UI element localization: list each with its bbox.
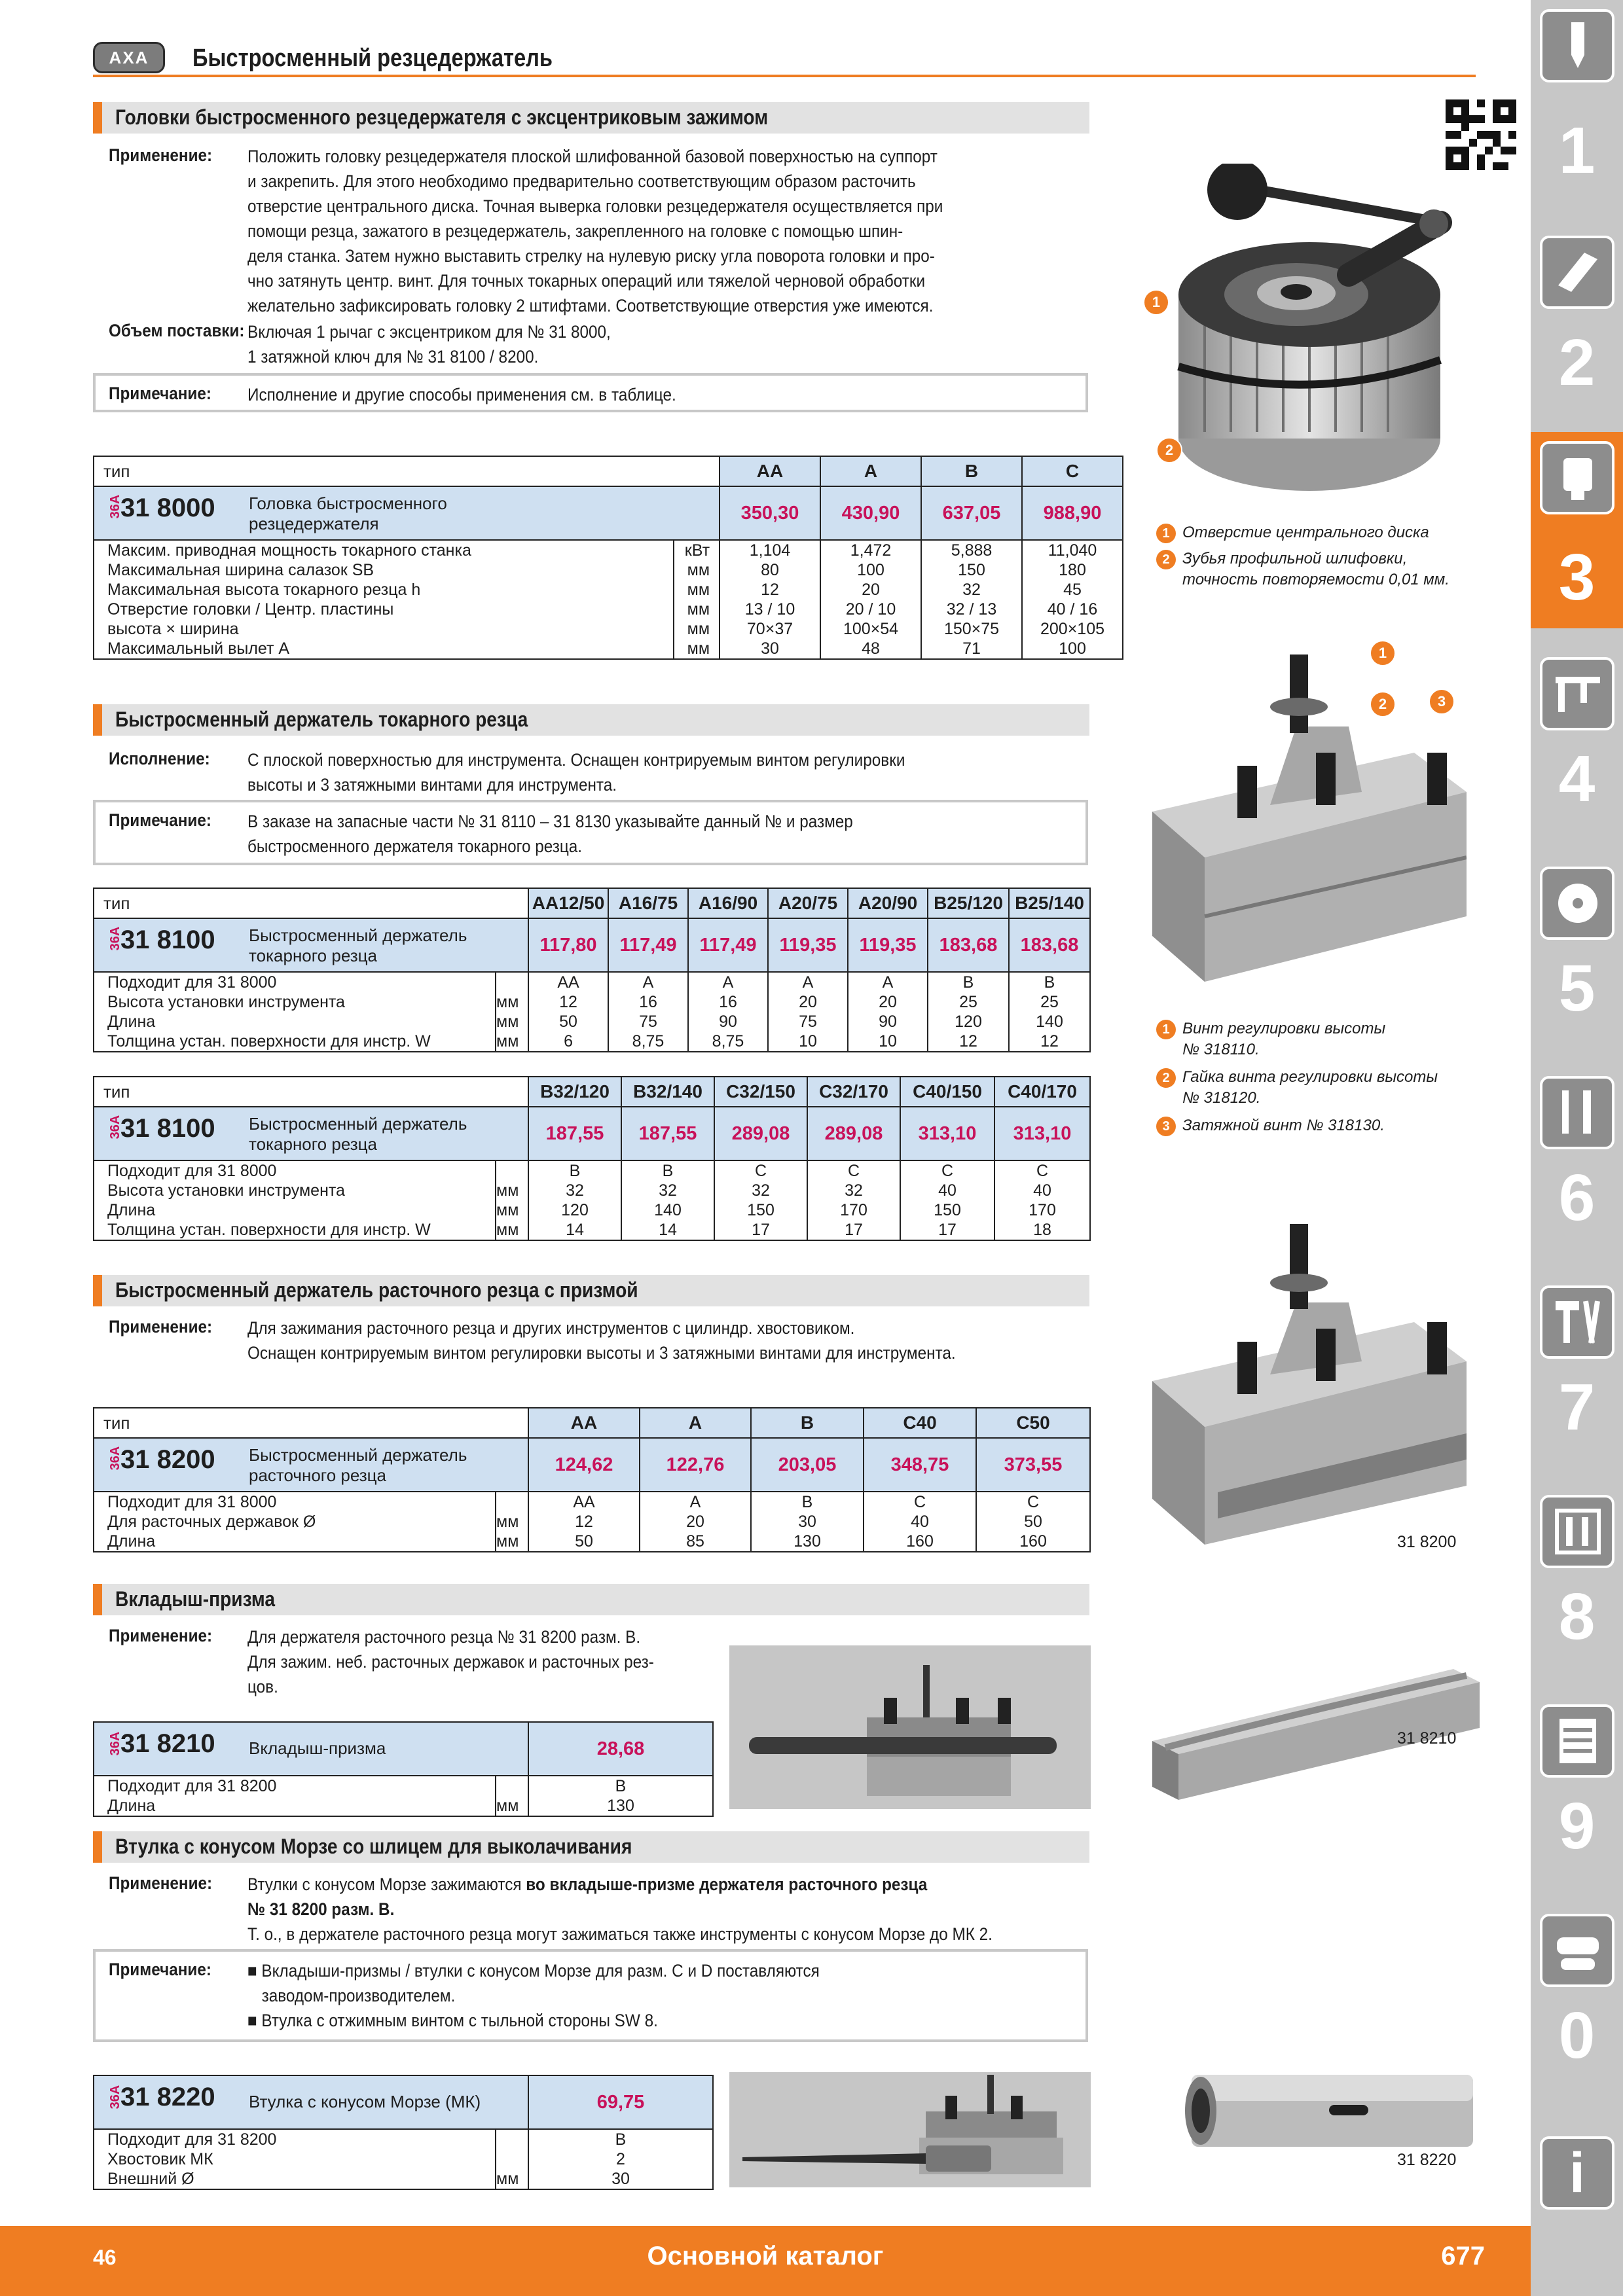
marker-2: 2 — [1370, 691, 1396, 717]
price: 183,68 — [928, 918, 1009, 972]
chapter-tab-6[interactable]: 6 — [1531, 1067, 1623, 1275]
spec-table-318220 — [93, 2075, 714, 2190]
price: 313,10 — [994, 1107, 1090, 1160]
table-row: Подходит для 31 8200 B — [94, 1776, 713, 1796]
type-column: A — [820, 456, 921, 486]
price: 124,62 — [528, 1438, 640, 1492]
table-row: Толщина устан. поверхности для инстр. W мм 6 8,75 8,75 10 10 12 12 — [94, 1031, 1090, 1052]
type-column: AA — [720, 456, 820, 486]
article-number: 31 8000 — [120, 493, 215, 522]
boring-holder-image — [1139, 1211, 1467, 1551]
section-bar — [93, 1584, 102, 1615]
table-row: Максимальная высота токарного резца h мм 12 20 32 45 — [94, 580, 1123, 600]
application-label: Применение: — [109, 1626, 213, 1645]
note-box-2 — [93, 800, 1088, 865]
price: 289,08 — [714, 1107, 807, 1160]
chapter-tab-2[interactable]: 2 — [1531, 209, 1623, 418]
supply-label: Объем поставки: — [109, 321, 245, 340]
table-row: Высота установки инструмента мм 12 16 16 20 20 25 25 — [94, 992, 1090, 1012]
table-row: Длина мм 50 85 130 160 160 — [94, 1532, 1090, 1552]
type-label: тип — [94, 456, 720, 486]
section-4-title: Вкладыш-призма — [115, 1587, 276, 1611]
tool-holder-image — [1139, 641, 1467, 995]
spec-table-318210 — [93, 1721, 714, 1817]
note-label: Примечание: — [109, 810, 211, 830]
price: 988,90 — [1022, 486, 1123, 540]
prism-insert-image — [1146, 1649, 1486, 1806]
article-cell — [94, 487, 719, 539]
price: 119,35 — [848, 918, 928, 972]
article-description: Головка быстросменного резцедержателя — [249, 493, 447, 533]
price: 187,55 — [621, 1107, 714, 1160]
note-box-5 — [93, 1949, 1088, 2042]
table-row: Длина мм 50 75 90 75 90 120 140 — [94, 1012, 1090, 1031]
section-2-title: Быстросменный держатель токарного резца — [115, 708, 528, 731]
application-text: Втулки с конусом Морзе зажимаются во вкладыше-призме держателя расточного резца № 31 8200 разм. B. Т. о., в держателе расточного резца могут зажиматься также инструменты с конусом Морзе до МК 2. — [247, 1874, 993, 1944]
price: 187,55 — [528, 1107, 621, 1160]
price: 430,90 — [820, 486, 921, 540]
section-5-title: Втулка с конусом Морзе со шлицем для выколачивания — [115, 1835, 632, 1858]
holder-with-boring-bar-photo — [729, 1645, 1091, 1809]
application-text: Для зажимания расточного резца и других инструментов с цилиндр. хвостовиком. Оснащен контрируемым винтом регулировки высоты и 3 затяжными винтами для инструмента. — [247, 1318, 956, 1363]
price: 117,49 — [608, 918, 688, 972]
application-label: Применение: — [109, 145, 213, 165]
marker-1: 1 — [1143, 289, 1169, 315]
note-label: Примечание: — [109, 1960, 211, 1979]
marker-2: 2 — [1156, 437, 1182, 463]
drill-icon — [1540, 9, 1614, 82]
note-text: Исполнение и другие способы применения см. в таблице. — [247, 385, 676, 404]
execution-label: Исполнение: — [109, 749, 210, 768]
application-label: Применение: — [109, 1873, 213, 1893]
price: 117,80 — [528, 918, 608, 972]
price: 183,68 — [1009, 918, 1090, 972]
image-caption: 31 8200 — [1397, 1533, 1457, 1551]
price: 203,05 — [751, 1438, 864, 1492]
section-3-title: Быстросменный держатель расточного резца с призмой — [115, 1278, 638, 1302]
price: 313,10 — [900, 1107, 994, 1160]
section-5-header — [93, 1831, 1089, 1863]
price: 637,05 — [921, 486, 1022, 540]
table-row: Максимальный вылет A мм 30 48 71 100 — [94, 639, 1123, 659]
table-row: Подходит для 31 8000 AA A A A A B B — [94, 972, 1090, 992]
spec-table-318100-b: тип B32/120 B32/140 C32/150 C32/170 C40/150 C40/170 36A 31 8100 Быстросменный держатель токарного резца 187,55 187,55 289,08 289,08 313,10 313,10 Подходит для 31 8000 B B C C C C Высота установки инструмента мм 32 32 32 32 40 40 Длина мм 120 140 150 170 150 170 Толщина устан. поверхности для инстр. W мм 14 14 17 17 17 18 — [93, 1076, 1091, 1241]
page-number-left: 46 — [93, 2246, 117, 2269]
chuck-icon — [1540, 441, 1614, 514]
spec-table-318100-a: тип AA12/50 A16/75 A16/90 A20/75 A20/90 B25/120 B25/140 36A 31 8100 Быстросменный держатель токарного резца 117,80 117,49 117,49 119,35 119,35 183,68 183,68 Подходит для 31 8000 AA A A A A B B Высота установки инструмента мм 12 16 16 20 20 25 25 Длина мм 50 75 90 75 90 120 140 Толщина устан. поверхности для инстр. W мм 6 8,75 8,75 10 10 12 12 — [93, 888, 1091, 1052]
spec-table-318200: тип AA A B C40 C50 36A 31 8200 Быстросменный держатель расточного резца 124,62 122,76 203,05 348,75 373,55 Подходит для 31 8000 AA A B C C Для расточных державок Ø мм 12 20 30 40 50 Длина мм 50 85 130 160 160 — [93, 1407, 1091, 1552]
section-bar — [93, 1275, 102, 1306]
section-2-header — [93, 704, 1089, 736]
section-1-header — [93, 102, 1089, 134]
marker-3: 3 — [1429, 689, 1455, 715]
table-row: Длина мм 130 — [94, 1796, 713, 1816]
application-label: Применение: — [109, 1317, 213, 1336]
section-bar — [93, 102, 102, 134]
section-bar — [93, 1831, 102, 1863]
image-caption: 31 8220 — [1397, 2151, 1457, 2169]
table-row: Внешний Ø мм 30 — [94, 2169, 713, 2189]
price: 373,55 — [976, 1438, 1090, 1492]
table-row: Максим. приводная мощность токарного станка кВт 1,104 1,472 5,888 11,040 — [94, 540, 1123, 560]
note-box-1 — [93, 373, 1088, 412]
note-text: В заказе на запасные части № 31 8110 – 31 8130 указывайте данный № и размер быстросменного держателя токарного резца. — [247, 812, 853, 856]
price: 119,35 — [768, 918, 848, 972]
toolpost-head-image — [1152, 164, 1480, 504]
section-4-header — [93, 1584, 1089, 1615]
caption-list-1: 1 Отверстие центрального диска 2 Зубья профильной шлифовки, точность повторяемости 0,01 мм. — [1156, 522, 1450, 590]
table-row: Максимальная ширина салазок SB мм 80 100 150 180 — [94, 560, 1123, 580]
note-label: Примечание: — [109, 384, 211, 403]
chapter-tab-info[interactable] — [1531, 2127, 1623, 2225]
section-3-header — [93, 1275, 1089, 1306]
section-1-title: Головки быстросменного резцедержателя с эксцентриковым зажимом — [115, 105, 769, 129]
caliper-icon — [1540, 657, 1614, 730]
price: 28,68 — [528, 1722, 713, 1776]
cutting-insert-icon — [1540, 236, 1614, 309]
supply-text: Включая 1 рычаг с эксцентриком для № 31 8000, 1 затяжной ключ для № 31 8100 / 8200. — [247, 322, 611, 367]
catalog-title: Основной каталог — [647, 2242, 884, 2270]
chapter-tab-9[interactable]: 9 — [1531, 1695, 1623, 1903]
chapter-tab-1[interactable]: 1 — [1531, 0, 1623, 208]
note-text: ■ Вкладыши-призмы / втулки с конусом Морзе для разм. C и D поставляются заводом-производителем. ■ Втулка с отжимным винтом с тыльной стороны SW 8. — [247, 1961, 820, 2030]
table-row: Для расточных державок Ø мм 12 20 30 40 50 — [94, 1512, 1090, 1532]
table-row: высота × ширина мм 70×37 100×54 150×75 200×105 — [94, 619, 1123, 639]
table-row: Хвостовик МК 2 — [94, 2149, 713, 2169]
execution-text: С плоской поверхностью для инструмента. Оснащен контрируемым винтом регулировки высоты и 3 затяжными винтами для инструмента. — [247, 750, 905, 795]
type-column: B — [921, 456, 1022, 486]
table-row: Высота установки инструмента мм 32 32 32 32 40 40 — [94, 1181, 1090, 1200]
wrench-screwdriver-icon — [1540, 1076, 1614, 1149]
article-code: 36A — [108, 494, 122, 519]
chapter-tab-7[interactable]: 7 — [1531, 1276, 1623, 1484]
page-number-right: 677 — [1441, 2242, 1485, 2270]
table-row: Толщина устан. поверхности для инстр. W мм 14 14 17 17 17 18 — [94, 1220, 1090, 1240]
page-footer — [0, 2226, 1531, 2296]
article-cell: 36A 31 8210 Вкладыш-призма — [108, 1729, 386, 1758]
safety-gear-icon — [1540, 1914, 1614, 1987]
caption-list-2: 1 Винт регулировки высоты № 318110. 2 Гайка винта регулировки высоты № 318120. 3 Затяжной винт № 318130. — [1156, 1018, 1438, 1136]
tool-set-icon — [1540, 1495, 1614, 1568]
price: 117,49 — [688, 918, 768, 972]
price: 348,75 — [864, 1438, 976, 1492]
chapter-tab-5[interactable]: 5 — [1531, 857, 1623, 1066]
spec-table-318000 — [93, 456, 1123, 660]
axa-logo: AXA — [93, 42, 165, 73]
price: 289,08 — [807, 1107, 900, 1160]
chapter-tab-4[interactable]: 4 — [1531, 648, 1623, 856]
info-icon: i — [1540, 2136, 1614, 2210]
page-title: Быстросменный резцедержатель — [192, 45, 553, 72]
marker-1: 1 — [1370, 640, 1396, 666]
chapter-tab-8[interactable]: 8 — [1531, 1486, 1623, 1694]
holder-with-drill-photo — [729, 2072, 1091, 2187]
application-text: Для держателя расточного резца № 31 8200 разм. B. Для зажим. неб. расточных державок и расточных рез- цов. — [247, 1627, 654, 1696]
hammer-pliers-icon — [1540, 1285, 1614, 1359]
application-text: Положить головку резцедержателя плоской шлифованной базовой поверхностью на суппорт и закрепить. Для этого необходимо предварительно соответствующим образом расточить отверстие центрального диска. Точная выверка головки резцедержателя осуществляется при помощи резца, зажатого в резцедержатель, закрепленного на головке с помощью шпин- деля станка. Затем нужно выставить стрелку на нулевую риску угла поворота головки и про- чно затянуть центр. винт. Для точных токарных операций или тяжелой черновой обработки желательно зафиксировать головку 2 штифтами. Соответствующие отверстия уже имеются. — [247, 147, 943, 315]
header-rule — [93, 75, 1476, 77]
table-row: Подходит для 31 8000 B B C C C C — [94, 1160, 1090, 1181]
tool-cabinet-icon — [1540, 1704, 1614, 1778]
article-cell: 36A 31 8100 Быстросменный держатель токарного резца — [108, 925, 467, 965]
table-row: Длина мм 120 140 150 170 150 170 — [94, 1200, 1090, 1220]
morse-sleeve-image — [1178, 2068, 1486, 2153]
section-bar — [93, 704, 102, 736]
article-cell: 36A 31 8100 Быстросменный держатель токарного резца — [108, 1114, 467, 1154]
price: 350,30 — [720, 486, 820, 540]
chapter-tab-3[interactable]: 3 — [1531, 432, 1623, 628]
saw-blade-icon — [1540, 867, 1614, 940]
price: 69,75 — [528, 2075, 713, 2129]
table-row: Подходит для 31 8200 B — [94, 2129, 713, 2149]
type-column: C — [1022, 456, 1123, 486]
article-cell: 36A 31 8200 Быстросменный держатель расточного резца — [108, 1445, 467, 1485]
image-caption: 31 8210 — [1397, 1729, 1457, 1748]
chapter-tab-0[interactable]: 0 — [1531, 1905, 1623, 2113]
table-row: Подходит для 31 8000 AA A B C C — [94, 1492, 1090, 1512]
qr-code[interactable] — [1446, 99, 1516, 170]
article-cell: 36A 31 8220 Втулка с конусом Морзе (МК) — [108, 2083, 481, 2111]
page-header — [93, 39, 1476, 77]
price: 122,76 — [640, 1438, 751, 1492]
table-row: Отверстие головки / Центр. пластины мм 13 / 10 20 / 10 32 / 13 40 / 16 — [94, 600, 1123, 619]
